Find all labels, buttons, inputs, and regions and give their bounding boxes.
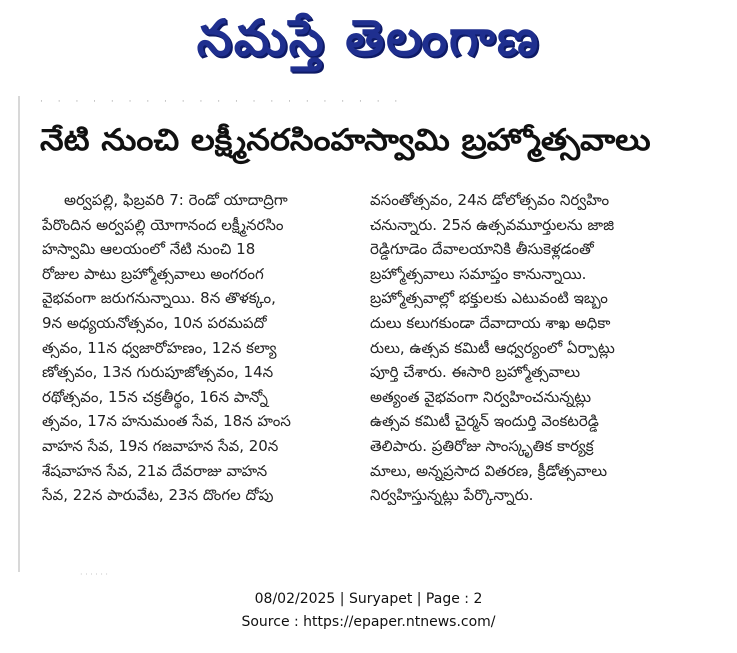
column-line: బ్రహ్మోత్సవాల్లో భక్తులకు ఎటువంటి ఇబ్బం [370,289,608,308]
column-line: పూర్తి చేశారు. ఈసారి బ్రహ్మోత్సవాలు [370,363,581,382]
article-column-right [370,188,690,508]
column-line: 9న అధ్యయనోత్సవం, 10న పరమపదో [42,313,267,332]
column-line: రులు, ఉత్సవ కమిటీ ఆధ్వర్యంలో ఏర్పాట్లు [370,338,615,357]
column-line: మాలు, అన్నప్రసాద వితరణ, క్రీడోత్సవాలు [370,461,608,480]
article-column-left [42,188,362,508]
column-line: హస్వామి ఆలయంలో నేటి నుంచి 18 [42,240,256,259]
column-line: రథోత్సవం, 15న చక్రతీర్థం, 16న పాన్నో [42,387,268,406]
article-headline [40,118,680,170]
cropped-text-remnant-bottom: · · · · · · [80,570,108,578]
column-line: త్సవం, 17న హనుమంత సేవ, 18న హంస [42,412,291,431]
column-line: వైభవంగా జరుగనున్నాయి. 8న తొళక్కం, [42,289,276,308]
column-line: శేషవాహన సేవ, 21వ దేవరాజు వాహన [42,461,268,480]
column-line: అర్వపల్లి, ఫిబ్రవరి 7: రెండో యాదాద్రిగా [64,191,288,209]
column-line: సేవ, 22న పారువేట, 23న దొంగల దోపు [42,486,274,505]
masthead-title: నమస్తే తెలంగాణ [196,8,541,67]
clipping-info: 08/02/2025 | Suryapet | Page : 2 [254,591,483,607]
column-line: ఉత్సవ కమిటీ చైర్మన్ ఇందుర్తి వెంకటరెడ్డి [370,412,599,431]
column-line: ణోత్సవం, 13న గురుపూజోత్సవం, 14న [42,363,274,382]
source-line: Source : https://epaper.ntnews.com/ [241,614,496,630]
column-line: దులు కలుగకుండా దేవాదాయ శాఖ అధికా [370,313,611,332]
clipping-edge-rule [18,96,20,572]
headline-text: నేటి నుంచి లక్ష్మీనరసింహస్వామి బ్రహ్మోత్సవాలు [40,123,651,158]
column-line: బ్రహ్మోత్సవాలు సమాప్తం కానున్నాయి. [370,264,587,283]
column-line: పేరొందిన అర్వపల్లి యోగానంద లక్ష్మీనరసిం [42,215,284,234]
column-line: త్సవం, 11న ధ్వజారోహణం, 12న కల్యా [42,338,277,357]
column-line: రెడ్డిగూడెం దేవాలయానికి తీసుకెళ్లడంతో [370,240,594,259]
newspaper-masthead [0,6,737,82]
column-line: తెలిపారు. ప్రతిరోజు సాంస్కృతిక కార్యక్ర [370,436,594,455]
cropped-text-remnant: · · · · · · · · · · · · · · · · · · · · · [40,97,404,107]
column-line: వసంతోత్సవం, 24న డోలోత్సవం నిర్వహిం [370,191,610,209]
column-line: నిర్వహిస్తున్నట్లు పేర్కొన్నారు. [370,486,534,505]
column-line: రోజుల పాటు బ్రహ్మోత్సవాలు అంగరంగ [42,264,264,283]
column-line: వాహన సేవ, 19న గజవాహన సేవ, 20న [42,436,279,455]
column-line: చనున్నారు. 25న ఉత్సవమూర్తులను జాజి [370,215,615,234]
column-line: అత్యంత వైభవంగా నిర్వహించనున్నట్లు [370,387,592,406]
